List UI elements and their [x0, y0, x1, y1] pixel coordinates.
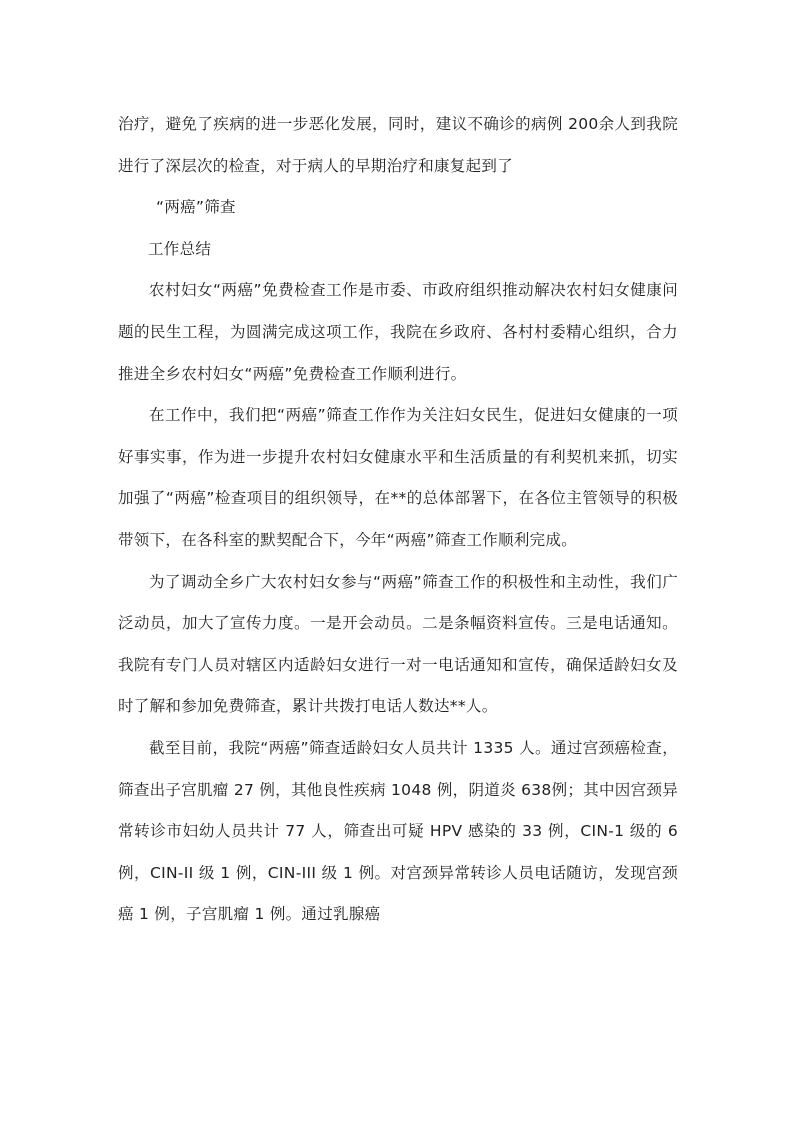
paragraph-continuation: 治疗，避免了疾病的进一步恶化发展，同时，建议不确诊的病例 200余人到我院进行了深层次的检查，对于病人的早期治疗和康复起到了	[118, 115, 678, 175]
paragraph-statistics: 截至目前，我院“两癌”筛查适龄妇女人员共计 1335 人。通过宫颈癌检查，筛查出子宫肌瘤 27 例，其他良性疾病 1048 例，阴道炎 638例；其中因宫颈异常转诊市妇幼人员共计 77 人，筛查出可疑 HPV 感染的 33 例，CIN-1 级的 6 例，CIN-II 级 1 例，CIN-III 级 1 例。对宫颈异常转诊人员电话随访，发现宫颈癌 1 例，子宫肌瘤 1 例。通过乳腺癌	[118, 738, 678, 924]
paragraph-organization: 在工作中，我们把“两癌”筛查工作作为关注妇女民生，促进妇女健康的一项好事实事，作为进一步提升农村妇女健康水平和生活质量的有利契机来抓，切实加强了“两癌”检查项目的组织领导，在**的总体部署下，在各位主管领导的积极带领下，在各科室的默契配合下，今年“两癌”筛查工作顺利完成。	[118, 406, 678, 549]
section-title: “两癌”筛查	[156, 198, 236, 217]
paragraph-intro: 农村妇女“两癌”免费检查工作是市委、市政府组织推动解决农村妇女健康问题的民生工程，为圆满完成这项工作，我院在乡政府、各村村委精心组织，合力推进全乡农村妇女“两癌”免费检查工作顺利进行。	[118, 281, 678, 383]
document-body	[118, 104, 678, 936]
paragraph-publicity: 为了调动全乡广大农村妇女参与“两癌”筛查工作的积极性和主动性，我们广泛动员，加大了宣传力度。一是开会动员。二是条幅资料宣传。三是电话通知。我院有专门人员对辖区内适龄妇女进行一对一电话通知和宣传，确保适龄妇女及时了解和参加免费筛查，累计共拨打电话人数达**人。	[118, 572, 678, 716]
section-subtitle: 工作总结	[148, 239, 212, 258]
